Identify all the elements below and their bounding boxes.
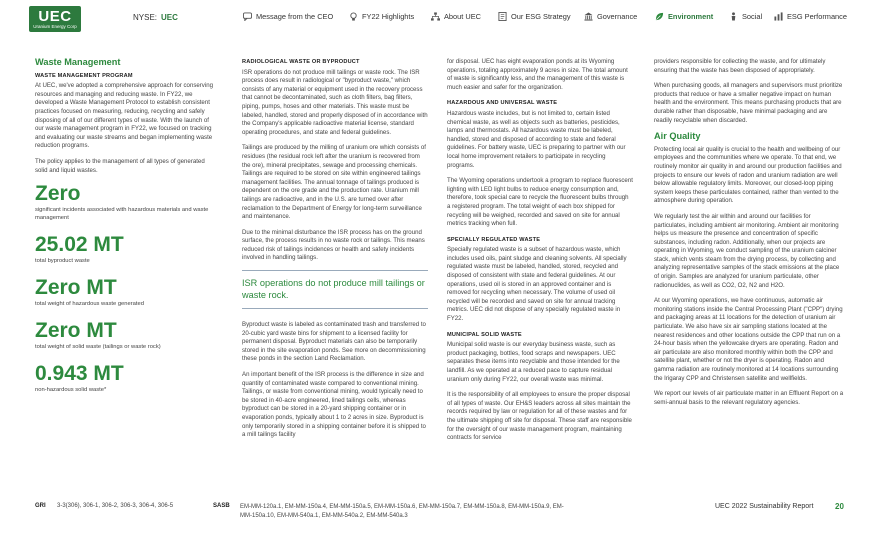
subheading: WASTE MANAGEMENT PROGRAM [35,72,133,79]
top-navigation [0,0,880,36]
subheading: HAZARDOUS AND UNIVERSAL WASTE [447,100,558,107]
paragraph: Byproduct waste is labeled as contaminated trash and transferred to 20-cubic yard waste bins for shipment to a licensed facility for permanent disposal. Byproduct materials can also be temporarily stored in the site evaporation ponds. See more on decommissioning these ponds in the section Land Reclamation. [242,321,426,363]
subheading: SPECIALLY REGULATED WASTE [447,236,541,243]
stat-caption: non-hazardous solid waste* [35,387,107,394]
paragraph: ISR operations do not produce mill tailings or waste rock. The ISR process does result in radiological or "byproduct waste," which consists of any material or equipment used in the recovery process that cannot be decontaminated, such as cloth filters, bag filters, piping, pumps, hoses and other materials. This waste must be labeled, handled, stored and properly disposed of in accordance with the Company's applicable radioactive material license, standard operating procedures, and state and federal guidelines. [242,68,428,136]
stat-value: Zero [35,182,81,206]
paragraph: When purchasing goods, all managers and supervisors must prioritize products that reduce or have a smaller negative impact on human health and the environment. This means purchasing products that are durable rather than disposable, have minimal packaging and are readily recyclable when discarded. [654,82,843,124]
paragraph: Tailings are produced by the milling of uranium ore which consists of residues (the residual rock left after the uranium is recovered from the ore), mineral precipitates, sewage and processing chemicals. Tailings are required to be stored on site within engineered tailings management facilities. The annual tonnage of tailings produced is dependent on the ore grade and the production rate. Uranium mill tailings are radioactive, and in the U.S. are turned over after reclamation to the Department of Energy for long-term surveillance and maintenance. [242,144,426,221]
paragraph: At UEC, we've adopted a comprehensive approach for conserving resources and managing and reducing waste. In FY22, we developed a Waste Management Protocol to establish consistent practices focused on measuring, reducing, recycling and safely disposing of all of our different types of waste. With the launch of our waste management program in FY22, we focused on tracking and evaluating our waste streams and began implementing waste reduction programs. [35,82,213,150]
nav-environment[interactable] [655,12,713,21]
paragraph: Hazardous waste includes, but is not limited to, certain listed chemical waste, as well as objects such as batteries, pesticides, lamps and thermostats. All hazardous waste must be labeled, handled, stored and disposed of according to state and federal guidelines. For battery waste, UEC is preparing to partner with our local home improvement retailers to participate in recycling programs. [447,109,626,169]
ticker-label: NYSE: [133,13,158,22]
gri-label: GRI [35,503,46,509]
paragraph: The Wyoming operations undertook a program to replace fluorescent lighting with LED light bulbs to reduce energy consumption and, therefore, took special care to recycle the fluorescent bulbs through a registered program. The total weight of each box shipped for recycling will be weighed, recorded and saved on site for annual metrics tracking when full. [447,177,633,228]
paragraph: Specially regulated waste is a subset of hazardous waste, which includes used oils, paint sludge and cleaning solvents. All specially regulated waste must be labeled, handled, stored, recycled and disposed of consistent with state and federal guidelines. At our operations, used oil is stored in an approved container and is removed for recycling when necessary. The volume of used oil recycled will be recorded and saved on site for annual tracking metrics. UEC did not dispose of any specially regulated waste in FY22. [447,246,627,323]
stat-value: 25.02 MT [35,233,124,257]
paragraph: It is the responsibility of all employees to ensure the proper disposal of all types of waste. Our EH&S leaders across all sites maintain the records required by law or regulation for all of these wastes and for the ultimate shipping off site for disposal. These staff are responsible for the oversight of our waste management program, maintaining contracts for service [447,391,632,442]
subheading: RADIOLOGICAL WASTE OR BYPRODUCT [242,59,360,65]
person-icon [729,12,738,21]
stat-caption: total weight of hazardous waste generated [35,301,144,308]
ticker-symbol: UEC [161,13,178,22]
section-title-waste-management: Waste Management [35,57,121,67]
page-number: 20 [835,502,844,511]
logo-text: UEC [38,8,72,25]
sasb-label: SASB [213,503,230,509]
nav-label: ESG Performance [787,12,847,21]
nav-label: Social [742,12,763,21]
nav-social[interactable] [729,12,762,21]
chart-icon [774,12,783,21]
leaf-icon [655,12,664,21]
gri-disclosures: 3-3(306), 306-1, 306-2, 306-3, 306-4, 306-5 [57,503,174,509]
nav-label: Message from the CEO [256,12,334,21]
nav-governance[interactable] [584,12,637,21]
paragraph: providers responsible for collecting the waste, and for ultimately ensuring that the waste has been disposed of appropriately. [654,58,826,74]
section-title-air-quality: Air Quality [654,131,701,142]
paragraph: Municipal solid waste is our everyday business waste, such as product packaging, bottles, food scraps and newspapers. UEC separates these items into recyclable and those intended for the landfill. As we operated at a reduced pace to capture residual uranium only during FY22, our overall waste was minimal. [447,341,620,383]
ticker [133,13,178,22]
column-waste-management [35,58,217,405]
org-chart-icon [431,12,440,21]
nav-label: Our ESG Strategy [511,12,571,21]
stat-value: 0.943 MT [35,362,124,386]
nav-label: Environment [668,12,714,21]
pull-quote: ISR operations do not produce mill tailings or waste rock. [242,270,428,309]
paragraph: The policy applies to the management of all types of generated solid and liquid wastes. [35,157,205,174]
paragraph: We regularly test the air within and around our facilities for particulates, including ambient air monitoring. Ambient air monitoring helps us measure the presence and concentration of specific substances, including radon. Additionally, when our projects are operating in Wyoming, we conduct sampling of the uranium calciner stack, which vents steam from the drying process, by collecting and analyzing representative samples of the stack emissions at the place of origin. Samples are analyzed for uranium particulate, other radionuclides, as well as CO2, O2, N2 and H2O. [654,212,840,289]
nav-label: FY22 Highlights [362,12,415,21]
stat-caption: significant incidents associated with hazardous materials and waste management [35,207,209,222]
stat-value: Zero MT [35,276,117,300]
report-title: UEC 2022 Sustainability Report [715,503,814,510]
paragraph: An important benefit of the ISR process is the difference in size and quantity of contaminated waste compared to conventional mining. Tailings, or waste from conventional mining, would typically need to be stored in 40-acre engineered, lined tailings cells, whereas byproduct can be stored in a 20-yard shipping container or in evaporation ponds, typically about 1 to 2 acres in size. Byproduct is only temporarily stored in a shipping container before it is shipped to a mill tailings facility [242,371,426,439]
uec-logo[interactable] [29,6,81,32]
paragraph: for disposal. UEC has eight evaporation ponds at its Wyoming operations, totaling approximately 9 acres in size. The total amount of waste is significantly less, and the management of this waste is much easier and safer for the organization. [447,58,628,91]
nav-label: About UEC [444,12,481,21]
chat-icon [243,12,252,21]
paragraph: We report our levels of air particulate matter in an Effluent Report on a semi-annual basis to the relevant regulatory agencies. [654,390,844,406]
paragraph: Due to the minimal disturbance the ISR process has on the ground surface, the process results in no waste rock or tailings. This means reduced risk of tailings incidences or health and safety incidents involved in handling tailings. [242,228,425,262]
column-radiological-waste [242,58,428,447]
lightbulb-icon [349,12,358,21]
column-air-quality [654,58,844,414]
column-hazardous-waste [447,58,633,450]
paragraph: Protecting local air quality is crucial to the health and wellbeing of our employees and the communities where we operate. To that end, we routinely monitor air quality in and around our production facilities and projects to ensure our levels of radon and uranium radiation are well below allowable regulatory limits. Moreover, our closed-loop piping system keeps these particulates contained, rather than vented to the atmosphere during operation. [654,145,842,205]
logo-subtitle: Uranium Energy Corp [33,24,77,29]
nav-label: Governance [597,12,638,21]
stat-caption: total byproduct waste [35,258,90,265]
sasb-codes: EM-MM-120a.1, EM-MM-150a.4, EM-MM-150a.5, EM-MM-150a.6, EM-MM-150a.7, EM-MM-150a.8, EM-MM-150a.9, EM-MM-150a.10, EM-MM-540a.1, EM-MM-540a.2, EM-MM-540a.3 [240,504,564,519]
nav-message-from-ceo[interactable] [243,12,333,21]
nav-fy22-highlights[interactable] [349,12,414,21]
nav-our-esg-strategy[interactable] [498,12,571,21]
stat-value: Zero MT [35,319,117,343]
building-icon [584,12,593,21]
subheading: MUNICIPAL SOLID WASTE [447,331,522,338]
book-icon [498,12,507,21]
nav-about-uec[interactable] [431,12,481,21]
nav-esg-performance[interactable] [774,12,847,21]
stat-caption: total weight of solid waste (tailings or waste rock) [35,344,161,351]
paragraph: At our Wyoming operations, we have continuous, automatic air monitoring stations inside the Central Processing Plant ("CPP") drying and packaging areas at 11 locations for the detection of uranium air particulate. We also have six air sampling stations located at the nearest residences and other locations outside the CPP that run on a 24-hour basis when the yellowcake dryers are operating. Radon and air particulate are also monitored monthly within both the CPP and satellite plant, whether or not the dryer is operating. Radon and gamma radiation are routinely monitored at 14 locations surrounding the Irigaray CPP and Christensen satellite and wellfields. [654,297,843,382]
